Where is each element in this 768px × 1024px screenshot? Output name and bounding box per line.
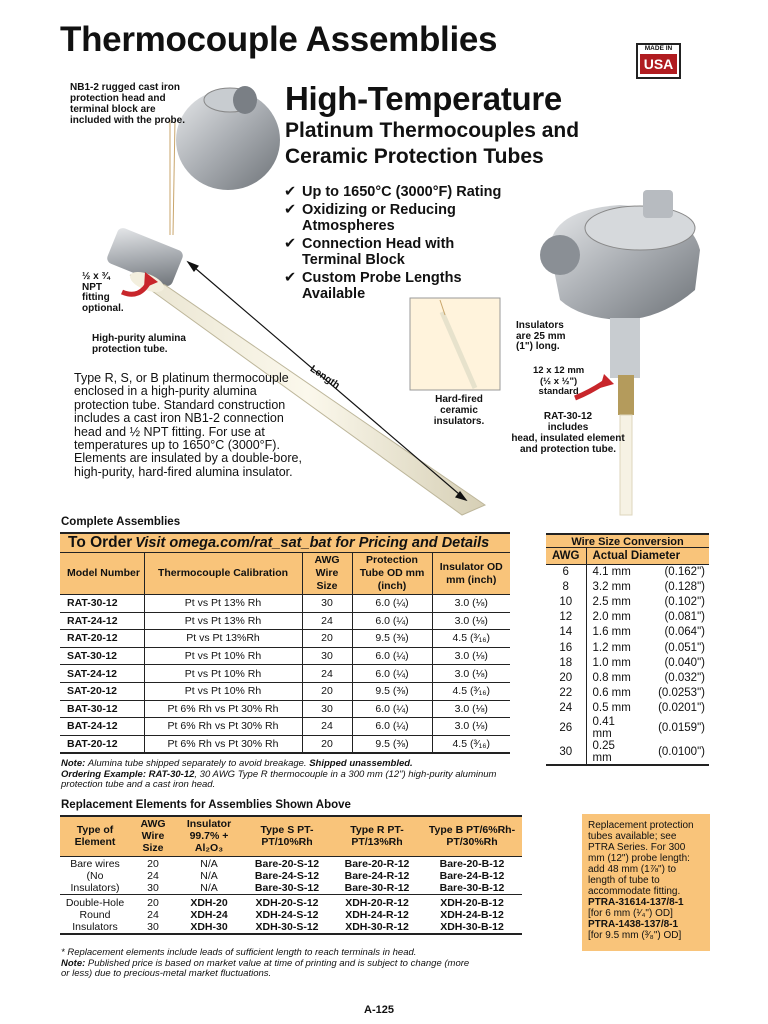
col-header: Model Number: [60, 553, 144, 595]
table-cell: 24: [147, 908, 159, 921]
col-header: Protection Tube OD mm (inch): [352, 553, 432, 595]
table-cell: 30: [147, 920, 159, 933]
table-cell: 24: [302, 718, 352, 736]
caption-line: 12 x 12 mm: [533, 365, 585, 376]
caption-line: ½ x ¾: [82, 271, 110, 282]
table-cell: 9.5 (⅜): [352, 682, 432, 700]
caption-line: head, insulated element: [511, 433, 625, 444]
wire-table-body: [546, 564, 709, 765]
footnote-note: [61, 959, 471, 980]
table-cell: Bare-24-R-12: [344, 869, 410, 882]
caption-line: and protection tube.: [519, 444, 617, 455]
table-cell: 18: [546, 655, 586, 670]
table-cell: 2.5 mm: [592, 595, 631, 608]
table-cell: 3.0 (⅛): [432, 700, 510, 718]
table-cell: BAT-24-12: [60, 718, 144, 736]
caption-size-standard: [533, 366, 584, 398]
table-cell: 0.8 mm: [592, 671, 631, 684]
table-row: [546, 655, 709, 670]
table-cell: 9.5 (⅜): [352, 735, 432, 753]
table-cell: 30: [147, 881, 159, 894]
table-cell: Bare-30-R-12: [344, 881, 410, 894]
table-cell: XDH-30-B-12: [440, 920, 504, 933]
table-cell: 6.0 (¼): [352, 612, 432, 630]
ceramic-insulator-inset: [410, 298, 500, 390]
table-cell: 20: [302, 682, 352, 700]
connection-head-right: [540, 190, 700, 515]
wire-size-table: [546, 548, 709, 766]
table-cell: (0.0100"): [658, 745, 705, 758]
order-table-body: [60, 595, 510, 753]
table-cell: 24: [302, 665, 352, 683]
caption-line: Insulators: [516, 320, 564, 331]
element-type-cell: Insulators: [72, 920, 118, 933]
feature-list: [284, 184, 514, 304]
table-cell: XDH-24-R-12: [345, 908, 409, 921]
caption-line: High-purity alumina: [92, 333, 186, 344]
ordering-example: [61, 770, 511, 791]
feature-text: Up to 1650°C (3000°F) Rating: [302, 184, 502, 200]
table-cell: 4.5 (³⁄₁₆): [432, 630, 510, 648]
feature-text: Oxidizing or Reducing Atmospheres: [302, 201, 456, 234]
table-cell: XDH-24-B-12: [440, 908, 504, 921]
table-cell: Bare-30-S-12: [254, 881, 320, 894]
footnote-star: * Replacement elements include leads of sufficient length to reach terminals in head.: [61, 947, 417, 958]
table-cell: 0.5 mm: [592, 702, 631, 715]
table-cell: Bare-24-B-12: [439, 869, 505, 882]
table-cell: (0.0253"): [658, 687, 705, 700]
table-cell: 6.0 (¼): [352, 647, 432, 665]
replacement-tubes-box: [582, 814, 710, 951]
table-cell: 3.0 (⅛): [432, 647, 510, 665]
feature-item: [284, 236, 514, 269]
hero-title: High-Temperature: [285, 80, 562, 117]
col-header: AWG: [546, 548, 586, 564]
checkmark-icon: ✔: [284, 235, 297, 252]
table-cell: Pt vs Pt 13% Rh: [144, 595, 302, 613]
table-row: [60, 735, 510, 753]
table-cell: 3.0 (⅛): [432, 612, 510, 630]
caption-line: NPT: [82, 281, 102, 293]
table-row: [546, 716, 709, 740]
table-cell: Bare-20-S-12: [254, 857, 320, 870]
table-cell: Pt vs Pt 10% Rh: [144, 682, 302, 700]
table-cell: Bare-20-R-12: [344, 857, 410, 870]
table-cell: RAT-20-12: [60, 630, 144, 648]
page-title: Thermocouple Assemblies: [60, 20, 498, 59]
table-cell: 2.0 mm: [592, 611, 631, 624]
table-cell: (0.102"): [664, 595, 705, 608]
table-cell: BAT-20-12: [60, 735, 144, 753]
table-cell: XDH-30-R-12: [345, 920, 409, 933]
table-header-row: [546, 548, 709, 564]
table-cell: (0.0159"): [658, 721, 705, 734]
table-header-row: [60, 816, 522, 856]
col-header: Actual Diameter: [586, 548, 709, 564]
note-label: Note:: [61, 957, 86, 969]
table-row: [60, 665, 510, 683]
table-cell: 1.2 mm: [592, 641, 631, 654]
caption-insulators: [516, 321, 565, 353]
col-header: AWG Wire Size: [130, 816, 176, 856]
table-cell: 16: [546, 640, 586, 655]
table-cell: XDH-30: [190, 920, 228, 933]
element-type-cell: Round: [79, 908, 111, 921]
table-cell: XDH-24: [190, 908, 228, 921]
table-cell: Pt vs Pt 10% Rh: [144, 647, 302, 665]
caption-line: standard: [538, 386, 579, 397]
complete-assemblies-title: Complete Assemblies: [61, 516, 181, 528]
table-cell: 20: [302, 735, 352, 753]
table-cell: 3.2 mm: [592, 580, 631, 593]
table-cell: (0.128"): [664, 580, 705, 593]
to-order-bar: [60, 533, 510, 553]
table-row: [60, 612, 510, 630]
element-type-cell: (No: [86, 869, 104, 882]
col-header: Thermocouple Calibration: [144, 553, 302, 595]
hero-subtitle-line1: Platinum Thermocouples and: [285, 119, 580, 142]
table-cell: 26: [546, 716, 586, 740]
caption-line: RAT-30-12: [543, 411, 593, 422]
table-cell: 22: [546, 686, 586, 701]
table-cell: (0.051"): [664, 641, 705, 654]
table-cell: 20: [147, 857, 159, 870]
table-row: [546, 625, 709, 640]
table-row: [546, 579, 709, 594]
table-cell: 6: [546, 564, 586, 579]
replacement-table-body: [60, 856, 522, 934]
table-cell: Bare-30-B-12: [439, 881, 505, 894]
feature-item: [284, 202, 514, 235]
table-cell: 4.5 (³⁄₁₆): [432, 735, 510, 753]
table-cell: 4.5 (³⁄₁₆): [432, 682, 510, 700]
table-cell: XDH-24-S-12: [255, 908, 319, 921]
table-cell: 10: [546, 594, 586, 609]
table-cell: 14: [546, 625, 586, 640]
caption-line: includes: [547, 422, 589, 433]
col-header: Type B PT/6%Rh- PT/30%Rh: [422, 816, 522, 856]
col-header: Type of Element: [60, 816, 130, 856]
element-type-cell: Insulators): [70, 881, 120, 894]
sidebox-part-desc: [for 9.5 mm (³⁄₈") OD]: [588, 930, 682, 941]
caption-npt-fitting: [82, 272, 124, 314]
table-cell: RAT-30-12: [60, 595, 144, 613]
replacement-footnotes: [61, 948, 561, 980]
col-header: Type S PT- PT/10%Rh: [242, 816, 332, 856]
table-cell: 8: [546, 579, 586, 594]
table-row: [60, 647, 510, 665]
note-emphasis: Shipped unassembled.: [309, 758, 413, 769]
replacement-elements-table: [60, 815, 522, 935]
table-row: [60, 894, 522, 909]
table-cell: 0.41 mm: [592, 715, 615, 740]
table-cell: BAT-30-12: [60, 700, 144, 718]
caption-alumina-tube: [92, 333, 186, 355]
table-cell: Pt 6% Rh vs Pt 30% Rh: [144, 718, 302, 736]
note-text: Published price is based on market value at time of printing and is subject to change (more or less) due to precious-metal market fluctuations.: [61, 957, 470, 979]
table-cell: 4.1 mm: [592, 565, 631, 578]
cast-iron-head-left: [176, 86, 280, 190]
table-cell: (0.032"): [664, 671, 705, 684]
table-cell: XDH-30-S-12: [255, 920, 319, 933]
caption-hard-fired: Hard-fired ceramic insulators.: [433, 394, 485, 427]
table-cell: Pt 6% Rh vs Pt 30% Rh: [144, 700, 302, 718]
element-type-cell: Bare wires: [70, 857, 120, 870]
checkmark-icon: ✔: [284, 269, 297, 286]
caption-line: protection tube.: [92, 344, 168, 355]
table-cell: XDH-20-B-12: [422, 894, 522, 909]
visit-link[interactable]: Visit omega.com/rat_sat_bat for Pricing and Details: [135, 535, 490, 551]
length-label: Length: [307, 363, 342, 392]
table-cell: XDH-20: [176, 894, 242, 909]
feature-item: [284, 184, 514, 201]
col-header: Insulator OD mm (inch): [432, 553, 510, 595]
table-row: [546, 610, 709, 625]
table-cell: Bare-24-S-12: [254, 869, 320, 882]
table-cell: 24: [302, 612, 352, 630]
table-row: [546, 670, 709, 685]
table-cell: 3.0 (⅛): [432, 718, 510, 736]
table-cell: Bare-20-B-12: [439, 857, 505, 870]
note-label: Note:: [61, 758, 86, 769]
hero-subtitle: [285, 118, 579, 170]
table-cell: 3.0 (⅛): [432, 665, 510, 683]
checkmark-icon: ✔: [284, 184, 297, 200]
example-model: RAT-30-12: [148, 768, 195, 780]
table-cell: 9.5 (⅜): [352, 630, 432, 648]
table-row: [60, 856, 522, 870]
feature-item: [284, 270, 514, 303]
table-cell: (0.040"): [664, 656, 705, 669]
caption-rat-includes: [500, 411, 636, 455]
example-text: , 30 AWG Type R thermocouple in a 300 mm (12") high-purity aluminum protection tube and a cast iron head.: [61, 768, 497, 790]
table-row: [546, 594, 709, 609]
thermocouple-wires: [170, 120, 175, 235]
caption-line: fitting: [82, 292, 110, 303]
table-header-row: [60, 553, 510, 595]
table-cell: Pt vs Pt 13%Rh: [144, 630, 302, 648]
table-cell: N/A: [200, 881, 218, 894]
complete-assemblies-table: [60, 532, 510, 754]
table-cell: N/A: [200, 869, 218, 882]
table-row: [60, 595, 510, 613]
table-cell: SAT-24-12: [60, 665, 144, 683]
table-cell: Pt 6% Rh vs Pt 30% Rh: [144, 735, 302, 753]
table-cell: (0.162"): [664, 565, 705, 578]
table-cell: 24: [147, 869, 159, 882]
table-row: [60, 921, 522, 934]
feature-text: Custom Probe Lengths Available: [302, 269, 462, 302]
wire-size-title: Wire Size Conversion: [546, 533, 709, 548]
table-cell: SAT-30-12: [60, 647, 144, 665]
note-text: Alumina tube shipped separately to avoid breakage.: [87, 758, 307, 769]
table-cell: 20: [302, 630, 352, 648]
table-cell: Pt vs Pt 10% Rh: [144, 665, 302, 683]
table-cell: RAT-24-12: [60, 612, 144, 630]
col-header: AWG Wire Size: [302, 553, 352, 595]
table-cell: 6.0 (¼): [352, 665, 432, 683]
hero-subtitle-line2: Ceramic Protection Tubes: [285, 145, 544, 168]
table-cell: 20: [130, 894, 176, 909]
table-cell: SAT-20-12: [60, 682, 144, 700]
badge-usa-label: USA: [640, 54, 677, 74]
table-cell: 6.0 (¼): [352, 595, 432, 613]
page-number: A-125: [364, 1004, 394, 1016]
example-label: Ordering Example:: [61, 768, 146, 780]
table-cell: N/A: [200, 857, 218, 870]
sidebox-text: Replacement protection tubes available; see PTRA Series. For 300 mm (12") probe length: add 48 mm (1⅞") to length of tube to accommodate fitting.: [588, 820, 694, 897]
sidebox-part: PTRA-1438-137/8-1: [588, 919, 679, 930]
table-row: [546, 564, 709, 579]
table-cell: 3.0 (⅛): [432, 595, 510, 613]
badge-made-in-label: MADE IN: [644, 45, 673, 52]
checkmark-icon: ✔: [284, 201, 297, 218]
col-header: Insulator 99.7% + Al₂O₃: [176, 816, 242, 856]
sidebox-part: PTRA-31614-137/8-1: [588, 897, 684, 908]
table-row: [60, 718, 510, 736]
table-cell: 30: [546, 740, 586, 765]
table-cell: XDH-20-S-12: [242, 894, 332, 909]
table-cell: 1.0 mm: [592, 656, 631, 669]
table-cell: 6.0 (¼): [352, 700, 432, 718]
table-row: [60, 630, 510, 648]
table-cell: 12: [546, 610, 586, 625]
table-cell: 6.0 (¼): [352, 718, 432, 736]
table-row: [546, 740, 709, 765]
table-row: [60, 700, 510, 718]
ordering-notes: [61, 759, 511, 791]
table-cell: 30: [302, 647, 352, 665]
table-row: [546, 686, 709, 701]
table-row: [60, 882, 522, 895]
caption-nb1-head: NB1-2 rugged cast iron protection head and terminal block are included with the probe.: [70, 82, 185, 126]
caption-line: are 25 mm: [516, 330, 566, 342]
product-description: Type R, S, or B platinum thermocouple enclosed in a high-purity alumina protection tube. Standard construction includes a cast iron NB1-2 connection head and ½ NPT fitting. For use at temperatures up to 1650°C (3000°F). Elements are insulated by a double-bore, high-purity, hard-fired alumina insulator.: [74, 371, 302, 479]
table-row: [60, 909, 522, 921]
sidebox-part-desc: [for 6 mm (¹⁄₄") OD]: [588, 908, 673, 919]
to-order-label: To Order: [68, 534, 133, 551]
table-cell: 1.6 mm: [592, 626, 631, 639]
replacement-elements-title: Replacement Elements for Assemblies Shown Above: [61, 799, 351, 811]
table-row: [546, 701, 709, 716]
caption-line: (½ x ½"): [539, 375, 578, 387]
table-cell: (0.081"): [664, 611, 705, 624]
table-cell: XDH-20-R-12: [332, 894, 422, 909]
table-cell: 24: [546, 701, 586, 716]
table-cell: 30: [302, 595, 352, 613]
table-cell: (0.064"): [664, 626, 705, 639]
col-header: Type R PT- PT/13%Rh: [332, 816, 422, 856]
table-row: [60, 682, 510, 700]
table-cell: 0.25 mm: [592, 739, 615, 764]
caption-line: (1") long.: [516, 341, 560, 352]
table-cell: 30: [302, 700, 352, 718]
table-row: [546, 640, 709, 655]
table-cell: 20: [546, 670, 586, 685]
table-cell: Pt vs Pt 13% Rh: [144, 612, 302, 630]
table-row: [60, 870, 522, 882]
table-cell: 0.6 mm: [592, 687, 631, 700]
caption-line: optional.: [82, 302, 124, 314]
table-cell: (0.0201"): [658, 702, 705, 715]
element-type-cell: Double-Hole: [60, 894, 130, 909]
feature-text: Connection Head with Terminal Block: [302, 235, 455, 268]
